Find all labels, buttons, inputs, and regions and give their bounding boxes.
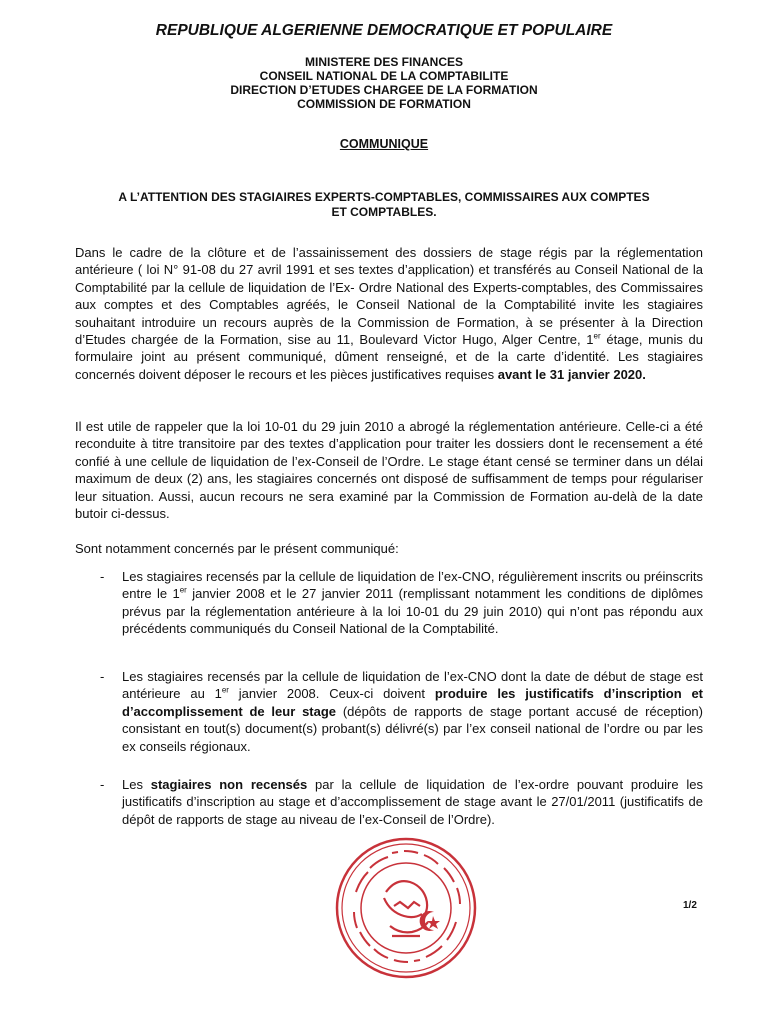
bullet-3-text-b: par la cellule de liquidation de l’ex-ordre pouvant produire les justificatifs d’inscription au stage et d’accomplissement de stage avant le 27/01/2011 (justificatifs de dépôt de rapports de stage au niveau de l’ex-Conseil de l’Ordre). xyxy=(122,777,703,827)
bullet-2-text-a: Les stagiaires recensés par la cellule de liquidation de l’ex-CNO dont la date de début de stage est antérieure au 1 xyxy=(122,669,703,702)
intro-sup: er xyxy=(593,331,601,341)
bullet-1-text-a: Les stagiaires recensés par la cellule de liquidation de l’ex-CNO, régulièrement inscrits ou préinscrits entre le 1 xyxy=(122,569,703,602)
official-stamp-seal xyxy=(334,836,478,980)
bullet-3-bold: stagiaires non recensés xyxy=(150,777,308,792)
list-item xyxy=(75,668,703,755)
attention-heading xyxy=(80,190,688,220)
intro-text-b: étage, munis du formulaire joint au présent communiqué, dûment renseigné, et de la carte d’identité. Les stagiaires concernés doivent déposer le recours et les pièces justificatives requises xyxy=(75,332,703,382)
stamp-emblem xyxy=(384,881,428,936)
list-item xyxy=(75,568,703,638)
bullet-1-sup: er xyxy=(179,586,187,596)
bullet-2-sup: er xyxy=(221,686,229,696)
paragraph-reminder: Il est utile de rappeler que la loi 10-01 du 29 juin 2010 a abrogé la réglementation antérieure. Celle-ci a été reconduite à titre transitoire par des textes d’application pour traiter les dossiers dont le recensement a été confié à une cellule de liquidation de l’ex-Conseil de l’Ordre. Le stage étant censé se terminer dans un délai maximum de deux (2) ans, les stagiaires concernés ont disposé de suffisamment de temps pour régulariser leur situation. Aussi, aucun recours ne sera examiné par la Commission de Formation au-delà de la date butoir ci-dessus. xyxy=(75,419,703,522)
ministry-block xyxy=(0,55,768,111)
stamp-inner-ring xyxy=(361,863,451,953)
page-title: COMMUNIQUE xyxy=(339,137,429,151)
bullet-1-text-b: janvier 2008 et le 27 janvier 2011 (remplissant notamment les conditions de diplômes prévus par la réglementation antérieure à la loi 10-01 du 29 juin 2010) qui n’ont pas répondu aux précédents communiqués du Conseil National de la Comptabilité. xyxy=(122,586,703,637)
council-line: CONSEIL NATIONAL DE LA COMPTABILITE xyxy=(259,69,509,83)
bullet-2-bold: produire les justificatifs d’inscription et d’accomplissement de leur stage xyxy=(122,686,704,719)
paragraph-intro xyxy=(75,244,703,383)
direction-line: DIRECTION D’ETUDES CHARGEE DE LA FORMATION xyxy=(230,83,538,97)
paragraph-concerned: Sont notamment concernés par le présent communiqué: xyxy=(75,541,399,556)
intro-text-a: Dans le cadre de la clôture et de l’assainissement des dossiers de stage régis par la réglementation antérieure ( loi N° 91-08 du 27 avril 1991 et ses textes d’application) et transférés au Conseil National de la Comptabilité par la cellule de liquidation de l’Ex- Ordre National des Experts-comptables, des Commissaires aux comptes et des Comptables agréés, le Conseil National de la Comptabilité invite les stagiaires souhaitant introduire un recours auprès de la Commission de Formation, à se présenter à la Direction d’Etudes chargée de la Formation, sise au 11, Boulevard Victor Hugo, Alger Centre, 1 xyxy=(75,245,703,348)
list-item-text xyxy=(122,776,703,828)
star-icon xyxy=(427,916,440,929)
bullet-2-text-b: janvier 2008. Ceux-ci doivent xyxy=(228,686,435,702)
ministry-line: MINISTERE DES FINANCES xyxy=(304,55,463,69)
page-number: 1/2 xyxy=(683,900,697,911)
bullet-2-text-c: (dépôts de rapports de stage portant accusé de réception) consistant en tout(s) document(s) probant(s) délivré(s) par l’ex conseil national de l’ordre ou par les ex conseils régionaux. xyxy=(122,703,703,754)
country-heading: REPUBLIQUE ALGERIENNE DEMOCRATIQUE ET POPULAIRE xyxy=(155,22,613,39)
stamp-outer-ring xyxy=(337,839,475,977)
attention-line-2: ET COMPTABLES. xyxy=(331,205,437,219)
bullet-dash: - xyxy=(100,777,105,792)
bullet-dash: - xyxy=(100,669,105,684)
commission-line: COMMISSION DE FORMATION xyxy=(297,97,471,111)
list-item-text xyxy=(122,568,703,638)
deadline-text: avant le 31 janvier 2020. xyxy=(497,366,646,382)
attention-line-1: A L’ATTENTION DES STAGIAIRES EXPERTS-COMPTABLES, COMMISSAIRES AUX COMPTES xyxy=(118,190,650,204)
list-item-text xyxy=(122,668,703,755)
bullet-dash: - xyxy=(100,569,105,584)
bullet-3-text-a: Les xyxy=(122,777,151,792)
list-item xyxy=(75,776,703,828)
